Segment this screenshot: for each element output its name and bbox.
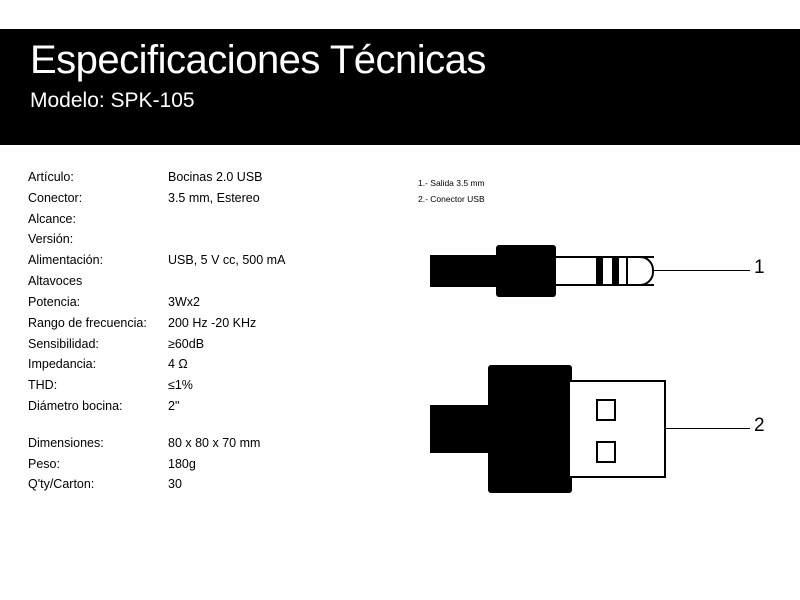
diagram-legend xyxy=(418,176,485,207)
jack-boot xyxy=(496,245,556,297)
table-spacer-row xyxy=(28,420,348,436)
table-row xyxy=(28,357,348,378)
table-row xyxy=(28,436,348,457)
spec-label: Versión: xyxy=(28,232,74,247)
spec-label: Alcance: xyxy=(28,211,76,226)
spec-label: Impedancia: xyxy=(28,357,97,372)
table-row xyxy=(28,295,348,316)
page-title: Especificaciones Técnicas xyxy=(30,38,486,82)
table-row xyxy=(28,170,348,191)
spec-label: Conector: xyxy=(28,190,83,205)
spec-value: 200 Hz -20 KHz xyxy=(168,315,257,330)
table-row xyxy=(28,253,348,274)
table-row xyxy=(28,316,348,337)
usb-callout-line xyxy=(666,428,750,429)
usb-connector-diagram xyxy=(430,365,770,505)
spec-value: USB, 5 V cc, 500 mA xyxy=(168,253,286,268)
usb-shell xyxy=(568,380,666,478)
spec-label: THD: xyxy=(28,378,58,393)
spec-label: Sensibilidad: xyxy=(28,336,99,351)
spec-label: Rango de frecuencia: xyxy=(28,315,147,330)
spec-value: ≥60dB xyxy=(168,336,205,351)
spec-label: Artículo: xyxy=(28,170,74,184)
table-row xyxy=(28,191,348,212)
header-band xyxy=(0,29,800,145)
spec-value: 30 xyxy=(168,477,182,492)
spec-value: 180g xyxy=(168,456,196,471)
spec-table-body xyxy=(28,170,348,498)
usb-callout-number: 2 xyxy=(754,415,765,436)
table-row xyxy=(28,399,348,420)
jack-callout-line xyxy=(654,270,750,271)
usb-shell-hole-bottom xyxy=(596,441,616,463)
jack-tip xyxy=(626,256,654,286)
spec-value xyxy=(168,274,348,295)
spec-value xyxy=(168,232,348,253)
spacer-cell xyxy=(28,420,168,436)
spacer-cell xyxy=(168,420,348,436)
usb-cable xyxy=(430,405,496,453)
spec-value: Bocinas 2.0 USB xyxy=(168,170,263,184)
spec-value: 80 x 80 x 70 mm xyxy=(168,435,261,450)
legend-item: 2.- Conector USB xyxy=(418,193,485,204)
table-row xyxy=(28,457,348,478)
table-row xyxy=(28,378,348,399)
spec-label: Q'ty/Carton: xyxy=(28,477,95,492)
spec-value: 4 Ω xyxy=(168,357,188,372)
spec-value xyxy=(168,212,348,233)
table-row xyxy=(28,477,348,498)
jack-35mm-diagram xyxy=(430,228,770,318)
usb-boot xyxy=(488,365,572,493)
specifications-table xyxy=(28,170,348,498)
spec-value: 2" xyxy=(168,398,180,413)
spec-label: Diámetro bocina: xyxy=(28,398,123,413)
jack-contact-ring-2 xyxy=(612,256,619,286)
table-row xyxy=(28,232,348,253)
usb-shell-hole-top xyxy=(596,399,616,421)
spec-value: 3Wx2 xyxy=(168,294,200,309)
jack-contact-ring-1 xyxy=(596,256,603,286)
spec-label: Alimentación: xyxy=(28,253,104,268)
spec-value: ≤1% xyxy=(168,378,193,393)
spec-value: 3.5 mm, Estereo xyxy=(168,190,260,205)
spec-label: Peso: xyxy=(28,456,60,471)
spec-label: Dimensiones: xyxy=(28,435,104,450)
table-row xyxy=(28,337,348,358)
jack-callout-number: 1 xyxy=(754,257,765,278)
jack-cable xyxy=(430,255,502,287)
model-subtitle: Modelo: SPK-105 xyxy=(30,89,195,112)
legend-item: 1.- Salida 3.5 mm xyxy=(418,178,485,188)
spec-label: Altavoces xyxy=(28,274,83,289)
table-row xyxy=(28,274,348,295)
spec-label: Potencia: xyxy=(28,294,81,309)
table-row xyxy=(28,212,348,233)
